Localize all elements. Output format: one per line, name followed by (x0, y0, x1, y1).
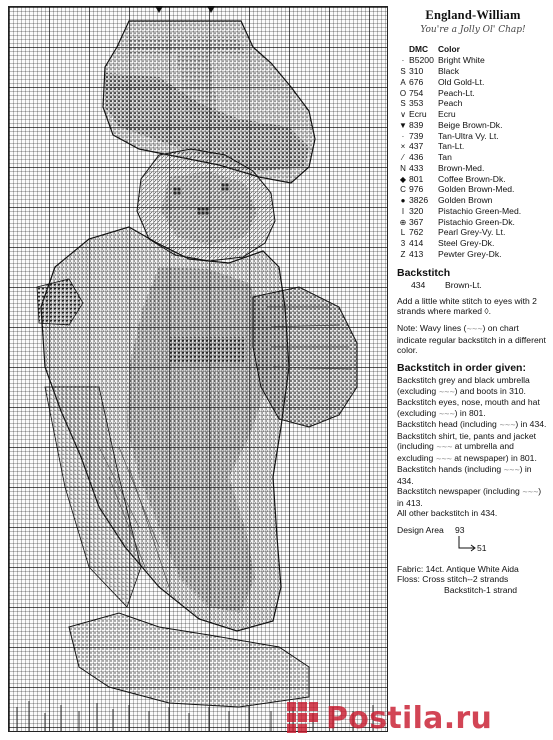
header-color: Color (438, 44, 460, 55)
header-dmc: DMC (409, 44, 429, 55)
eye-right (221, 183, 229, 191)
floss-line: Floss: Cross stitch--2 strands (397, 574, 509, 585)
corner-arrow-icon (457, 535, 479, 553)
pattern-title: England-William (425, 8, 521, 22)
order-step: Backstitch hands (including ∼∼∼) in 434. (397, 464, 532, 486)
backstitch-row: 434 Brown-Lt. (411, 279, 482, 290)
thread-row: ∨ Ecru Ecru (397, 109, 549, 120)
wavy-line-icon: ∼∼∼ (503, 467, 520, 475)
color-key (397, 6, 549, 732)
symbol-icon: ⁄ (402, 153, 404, 163)
chart-figure (9, 7, 389, 733)
design-area-width: 93 (455, 524, 465, 535)
thread-row: ● 3826 Golden Brown (397, 195, 549, 206)
symbol-icon: · (401, 131, 405, 141)
thread-row: A 676 Old Gold-Lt. (397, 77, 549, 88)
symbol-icon: S (400, 67, 406, 77)
thread-row: ▼ 839 Beige Brown-Dk. (397, 120, 549, 131)
wavy-line-icon: ∼∼∼ (438, 410, 455, 418)
symbol-icon: ∨ (400, 110, 406, 120)
order-heading: Backstitch in order given: (397, 362, 526, 375)
thread-row: I 320 Pistachio Green-Med. (397, 206, 549, 217)
wavy-line-icon: ∼∼∼ (499, 422, 516, 430)
thread-list (397, 55, 549, 259)
fabric-line: Fabric: 14ct. Antique White Aida (397, 563, 519, 574)
symbol-icon: · (401, 56, 405, 66)
symbol-icon: Z (400, 249, 406, 259)
thread-row: ⊕ 367 Pistachio Green-Dk. (397, 217, 549, 228)
symbol-icon: C (400, 185, 406, 195)
symbol-icon: I (401, 206, 405, 216)
eye-left (173, 187, 181, 195)
thread-row: O 754 Peach-Lt. (397, 88, 549, 99)
wavy-lines-note: Note: Wavy lines (∼∼∼) on chart indicate regular backstitch in a different color. (397, 322, 546, 355)
wavy-line-icon: ∼∼∼ (466, 325, 483, 333)
thread-row: L 762 Pearl Grey-Vy. Lt. (397, 227, 549, 238)
hat-band-region (127, 37, 245, 53)
thread-table-header (397, 44, 549, 54)
symbol-icon: L (400, 228, 406, 238)
design-area (397, 525, 549, 559)
cross-stitch-chart (8, 6, 388, 732)
order-step: Backstitch grey and black umbrella (excluding ∼∼∼) and boots in 310. (397, 375, 530, 396)
thread-row: N 433 Brown-Med. (397, 163, 549, 174)
grid-logo-icon (286, 701, 320, 735)
symbol-icon: S (400, 99, 406, 109)
symbol-icon: O (399, 88, 407, 98)
design-area-height: 51 (477, 542, 487, 553)
symbol-icon: × (400, 142, 406, 152)
wavy-line-icon: ∼∼∼ (438, 388, 455, 396)
nose (197, 207, 209, 215)
design-area-label: Design Area (397, 524, 444, 535)
thread-row: ◆ 801 Coffee Brown-Dk. (397, 174, 549, 185)
order-step: Backstitch shirt, tie, pants and jacket (including ∼∼∼ at umbrella and excluding ∼∼∼ at newspaper) in 801. (397, 430, 537, 463)
symbol-icon: 3 (400, 239, 406, 249)
thread-row: · 739 Tan-Ultra Vy. Lt. (397, 131, 549, 142)
order-step: Backstitch eyes, nose, mouth and hat (excluding ∼∼∼) in 801. (397, 397, 540, 418)
final-step: All other backstitch in 434. (397, 508, 498, 519)
wavy-line-icon: ∼∼∼ (436, 444, 453, 452)
symbol-icon: ◆ (399, 174, 407, 184)
boots-region (69, 613, 309, 707)
symbol-icon: ▼ (399, 120, 407, 130)
thread-row: × 437 Tan-Lt. (397, 141, 549, 152)
wavy-line-icon: ∼∼∼ (435, 455, 452, 463)
thread-row: · B5200 Bright White (397, 55, 549, 66)
order-step: Backstitch head (including ∼∼∼) in 434. (397, 419, 547, 430)
pattern-subtitle: You're a Jolly Ol' Chap! (420, 25, 526, 36)
watermark (286, 698, 492, 738)
thread-row: ⁄ 436 Tan (397, 152, 549, 163)
symbol-icon: ● (400, 196, 406, 206)
floss-backstitch-line: Backstitch-1 strand (444, 584, 518, 595)
thread-row: S 353 Peach (397, 98, 549, 109)
thread-row: Z 413 Pewter Grey-Dk. (397, 249, 549, 260)
symbol-icon: ⊕ (399, 217, 407, 227)
tie-region (169, 337, 245, 363)
thread-row: S 310 Black (397, 66, 549, 77)
thread-row: C 976 Golden Brown-Med. (397, 184, 549, 195)
order-step: Backstitch newspaper (including ∼∼∼) in 413. (397, 486, 542, 508)
eye-note: Add a little white stitch to eyes with 2 strands where marked ◊. (397, 296, 537, 317)
symbol-icon: A (400, 77, 406, 87)
symbol-icon: N (400, 163, 406, 173)
thread-row: 3 414 Steel Grey-Dk. (397, 238, 549, 249)
backstitch-heading: Backstitch (397, 266, 451, 279)
wavy-line-icon: ∼∼∼ (522, 489, 539, 497)
watermark-text: Postila.ru (326, 700, 493, 736)
